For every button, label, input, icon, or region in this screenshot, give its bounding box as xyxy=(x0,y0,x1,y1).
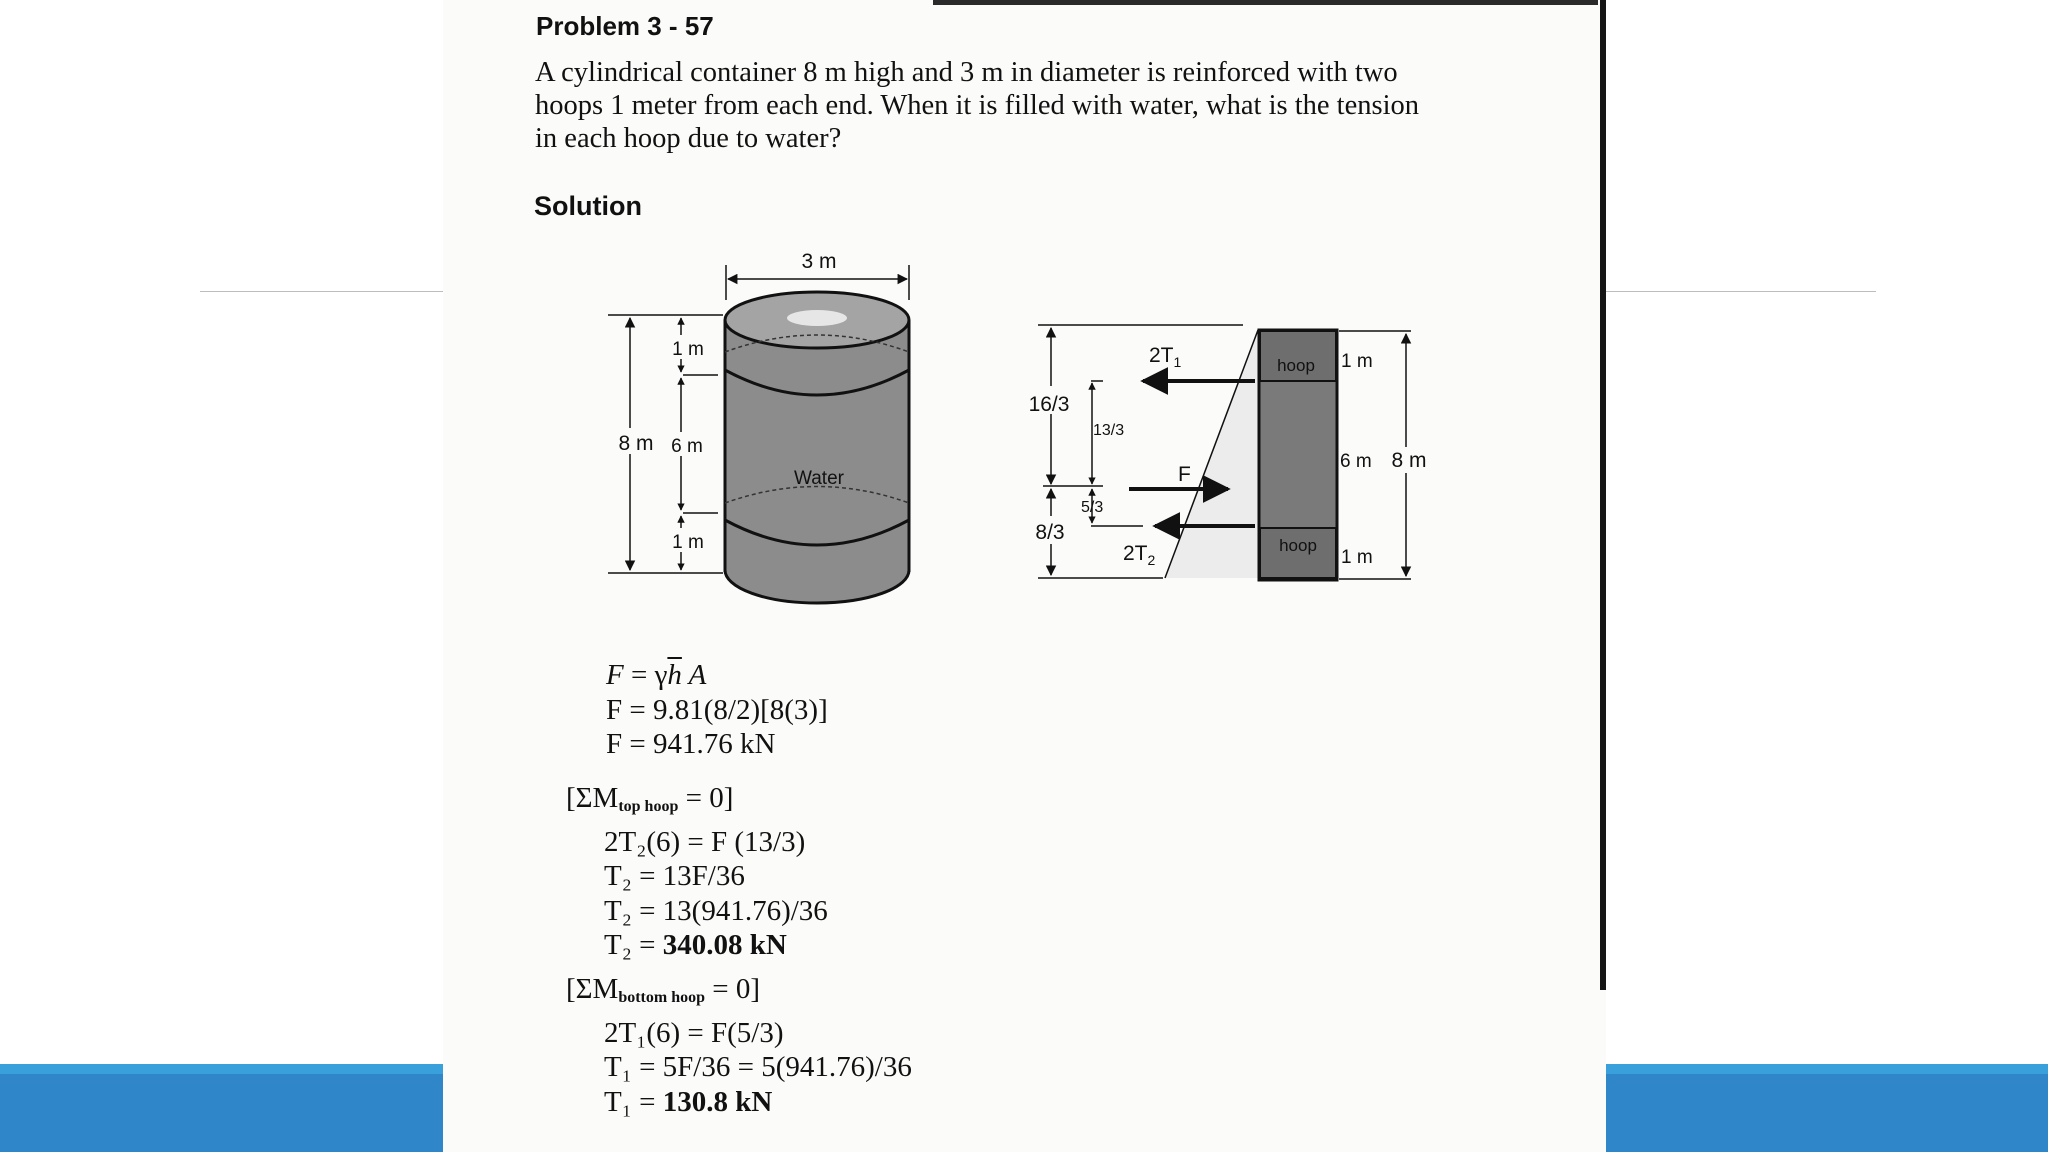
slide-rule-right xyxy=(1606,291,1876,292)
solution-heading: Solution xyxy=(534,191,642,221)
force-substitution: F = 9.81(8/2)[8(3)] xyxy=(606,693,828,726)
t2-substitution: T₂ = 13(941.76)/36 xyxy=(604,894,828,927)
top-hoop-moment xyxy=(566,781,828,963)
force-equations xyxy=(606,658,828,762)
dim-5-3-label: 5/3 xyxy=(1081,499,1104,516)
diameter-label: 3 m xyxy=(801,250,837,273)
slide-band-accent-left xyxy=(0,1064,443,1074)
top-gap-label: 1 m xyxy=(672,339,704,360)
dim-16-3-label: 16/3 xyxy=(1028,393,1070,416)
hoop-label-top: hoop xyxy=(1277,356,1315,375)
slide-footer-band-left xyxy=(0,1074,443,1152)
water-glare xyxy=(787,310,847,326)
bottom-hoop-moment-header: $[\Sigma M_{bottom hoop} = 0]$ xyxy=(566,973,761,1006)
t1-expression: T₁ = 5F/36 = 5(941.76)/36 xyxy=(604,1051,912,1083)
cylinder-figure xyxy=(608,250,910,603)
right-bottom-label: 1 m xyxy=(1341,547,1373,568)
slide-rule-left xyxy=(200,291,443,292)
moment-equation: 2T₁(6) = F(5/3) xyxy=(604,1016,784,1049)
height-label: 8 m xyxy=(618,432,654,455)
hoop-label-bottom: hoop xyxy=(1279,536,1317,555)
t1-result: T₁ = 130.8 kN xyxy=(604,1085,773,1118)
problem-title: Problem 3 - 57 xyxy=(536,11,714,41)
free-body-diagram xyxy=(1023,325,1427,580)
bottom-hoop-moment xyxy=(566,972,912,1119)
slide-band-accent-right xyxy=(1606,1064,2048,1074)
force-formula: $F = \gamma\overline{h}$ A xyxy=(606,659,707,691)
right-top-label: 1 m xyxy=(1341,351,1373,372)
problem-line: hoops 1 meter from each end. When it is filled with water, what is the tension xyxy=(535,90,1419,121)
problem-figure xyxy=(443,0,1606,640)
t2-expression: T₂ = 13F/36 xyxy=(604,860,745,892)
moment-equation: 2T₂(6) = F (13/3) xyxy=(604,825,806,858)
t2-result: T₂ = 340.08 kN xyxy=(604,929,787,961)
scanned-page xyxy=(443,0,1606,1152)
t1-label: $2T_1$ xyxy=(1149,344,1182,370)
dim-8-3-label: 8/3 xyxy=(1035,521,1065,544)
bottom-gap-label: 1 m xyxy=(672,532,704,553)
dim-13-3-label: 13/3 xyxy=(1093,422,1125,439)
force-label: F xyxy=(1178,463,1191,486)
t2-label: $2T_2$ xyxy=(1123,542,1156,568)
middle-label: 6 m xyxy=(671,436,703,457)
problem-line: A cylindrical container 8 m high and 3 m in diameter is reinforced with two xyxy=(535,57,1398,88)
right-mid-label: 6 m xyxy=(1340,451,1372,472)
force-result: F = 941.76 kN xyxy=(606,728,776,760)
problem-line: in each hoop due to water? xyxy=(535,123,842,154)
water-label: Water xyxy=(794,468,844,489)
slide-footer-band-right xyxy=(1606,1074,2048,1152)
top-hoop-moment-header: $[\Sigma M_{top hoop} = 0]$ xyxy=(566,782,734,815)
right-total-label: 8 m xyxy=(1391,449,1427,472)
